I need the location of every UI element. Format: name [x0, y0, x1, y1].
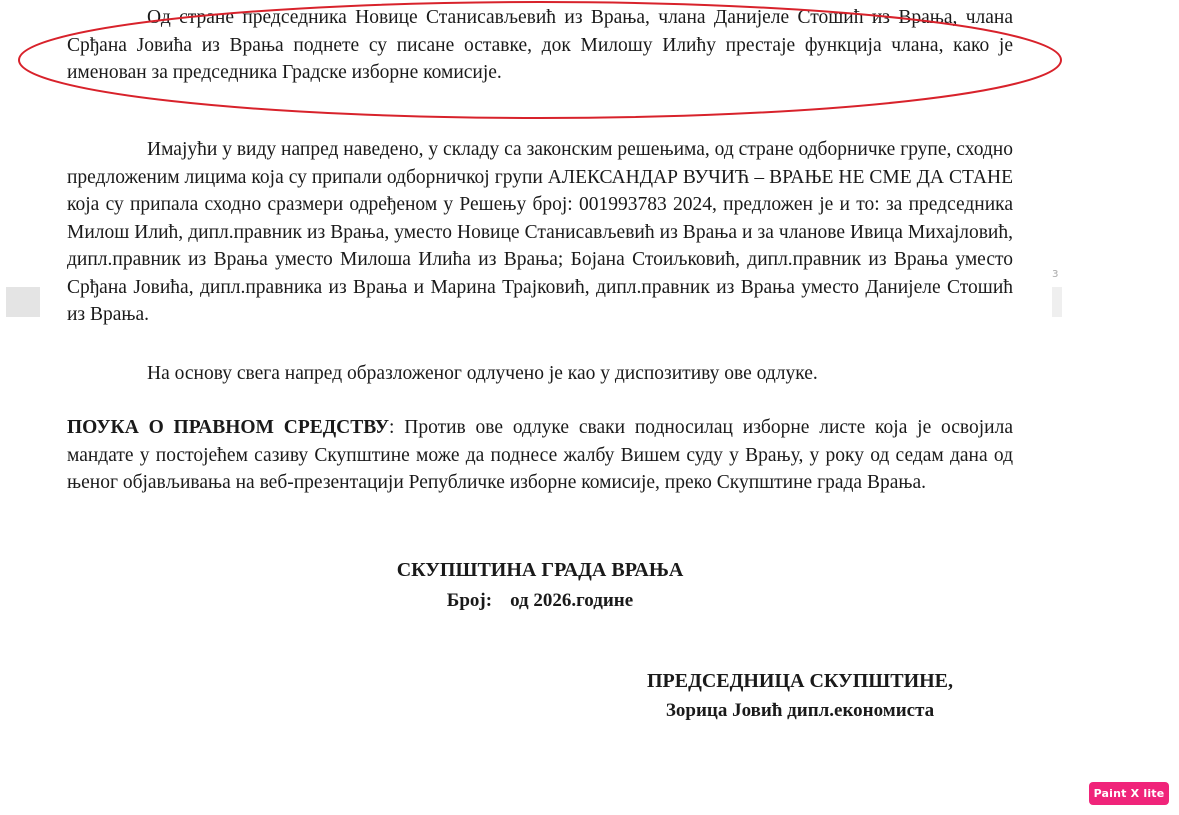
scan-edge-artifact-right [1052, 287, 1062, 317]
paragraph-conclusion-text: На основу свега напред образложеног одлучено је као у диспозитиву ове одлуке. [147, 363, 818, 384]
paragraph-conclusion [67, 360, 1013, 388]
document-number-line [0, 586, 1080, 615]
legal-remedy-text: : Против ове одлуке сваки подносилац изборне листе која је освојила мандате у постојећем сазиву Скупштине може да поднесе жалбу Вишем суду у Врању, у року од седам дана од њеног објављивања на веб-презентацији Републичке изборне комисије, преко Скупштине града Врања. [67, 417, 1013, 493]
paragraph-resignations-text: Од стране председника Новице Станисављевић из Врања, члана Данијеле Стошић из Врања, члана Срђана Јовића из Врања поднете су писане оставке, док Милошу Илићу престаје функција члана, како је именован за председника Градске изборне комисије. [67, 7, 1013, 83]
assembly-title: СКУПШТИНА ГРАДА ВРАЊА [396, 559, 684, 581]
scan-edge-glyph: з [1052, 266, 1059, 280]
legal-remedy-heading: ПОУКА О ПРАВНОМ СРЕДСТВУ [67, 417, 390, 438]
paragraph-legal-remedy [67, 414, 1013, 497]
paragraph-resignations [67, 4, 1013, 87]
paragraph-nominations-text: Имајући у виду напред наведено, у складу са законским решењима, од стране одборничке групе, сходно предложеним лицима која су припали одборничкој групи АЛЕКСАНДАР ВУЧИЋ – ВРАЊЕ НЕ СМЕ ДА СТАНЕ која су припала сходно сразмери одређеном у Решењу број: 001993783 2024, предложен је и то: за председника Милош Илић, дипл.правник из Врања, уместо Новице Станисављевић из Врања и за чланове Ивица Михајловић, дипл.правник из Врања уместо Милоша Илића из Врања; Бојана Стоиљковић, дипл.правник из Врања уместо Срђана Јовића, дипл.правника из Врања и Марина Трајковић, дипл.правник из Врања уместо Данијеле Стошић из Врања. [67, 139, 1013, 325]
signatory-title: ПРЕДСЕДНИЦА СКУПШТИНЕ, [646, 670, 954, 692]
scan-edge-artifact-left [6, 287, 40, 317]
paint-x-lite-badge[interactable]: Paint X lite [1089, 782, 1169, 805]
paragraph-nominations [67, 136, 1013, 329]
number-date: од 2026.године [510, 590, 634, 611]
signatory-name: Зорица Јовић дипл.економиста [665, 700, 935, 721]
number-label: Број: [446, 590, 493, 611]
